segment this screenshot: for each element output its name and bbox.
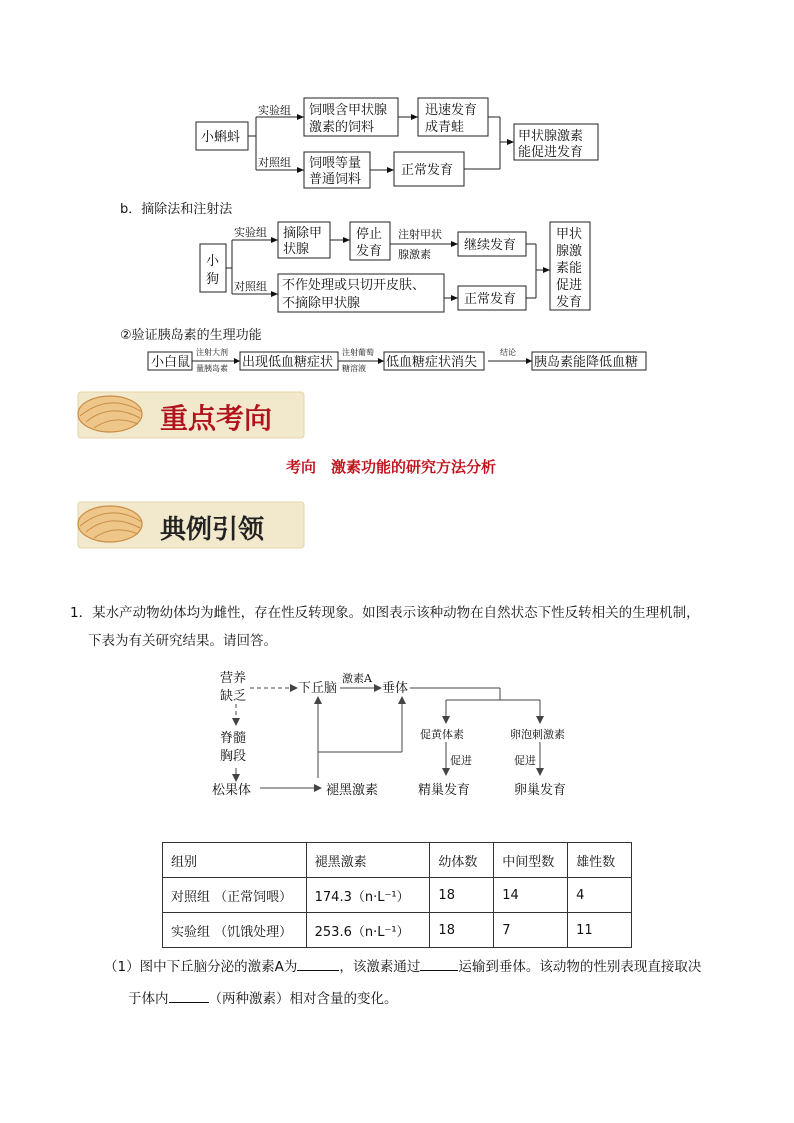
header-juvenile: 幼体数 bbox=[430, 843, 494, 878]
puppy-label-line1: 小 bbox=[206, 254, 220, 269]
header-male: 雄性数 bbox=[568, 843, 632, 878]
answer-blank-1[interactable] bbox=[297, 956, 339, 971]
table-cell: 174.3（n·L⁻¹） bbox=[306, 878, 430, 913]
question-number: 1． bbox=[70, 605, 93, 621]
melatonin: 褪黑激素 bbox=[326, 783, 379, 798]
remove-thyroid-line1: 摘除甲 bbox=[283, 226, 323, 241]
nutrition-line2: 缺乏 bbox=[220, 689, 247, 704]
stop-growth-line2: 发育 bbox=[356, 244, 383, 259]
header-intermediate: 中间型数 bbox=[494, 843, 568, 878]
remove-thyroid-line2: 状腺 bbox=[283, 242, 310, 257]
conclusion-b-5: 发育 bbox=[556, 295, 583, 310]
promote-label-2: 促进 bbox=[514, 754, 536, 767]
table-cell: 14 bbox=[494, 878, 568, 913]
table-row bbox=[163, 913, 632, 948]
results-table bbox=[162, 842, 632, 948]
conclusion-b-1: 甲状 bbox=[556, 227, 583, 242]
spinal-line1: 脊髓 bbox=[220, 731, 247, 746]
conclusion-b-2: 腺激 bbox=[556, 244, 583, 259]
table-cell: 4 bbox=[568, 878, 632, 913]
ovary-development: 卵巢发育 bbox=[514, 783, 567, 798]
answer-blank-2[interactable] bbox=[420, 956, 458, 971]
testis-development: 精巢发育 bbox=[418, 783, 471, 798]
shell-icon bbox=[78, 396, 142, 432]
spinal-line2: 胸段 bbox=[220, 749, 247, 764]
sub1-part1: （1）图中下丘脑分泌的激素A为 bbox=[104, 959, 298, 975]
sub1-part5: （两种激素）相对含量的变化。 bbox=[208, 991, 398, 1007]
exp-group-label: 实验组 bbox=[258, 104, 291, 117]
heading-c: ②验证胰岛素的生理功能 bbox=[120, 328, 262, 343]
answer-blank-3[interactable] bbox=[169, 988, 209, 1003]
sub-question-1 bbox=[104, 956, 764, 978]
table-cell: 实验组 （饥饿处理） bbox=[163, 913, 307, 948]
banner1-text: 重点考向 bbox=[160, 402, 273, 435]
exp-group-label-b: 实验组 bbox=[234, 226, 267, 239]
conclusion-line1: 甲状腺激素 bbox=[518, 129, 584, 144]
table-cell: 11 bbox=[568, 913, 632, 948]
insulin-chain bbox=[0, 344, 794, 374]
ctrl-group-label-b: 对照组 bbox=[234, 280, 267, 293]
table-cell: 253.6（n·L⁻¹） bbox=[306, 913, 430, 948]
insulin-lowers-sugar: 胰岛素能降低血糖 bbox=[534, 355, 639, 370]
conclusion-b-4: 促进 bbox=[556, 278, 583, 293]
heading-b: b．摘除法和注射法 bbox=[120, 202, 233, 217]
sub1-part3: 运输到垂体。该动物的性别表现直接取决 bbox=[458, 959, 702, 975]
ctrl-step1-b-line1: 不作处理或只切开皮肤、 bbox=[282, 278, 426, 293]
puppy-label-line2: 狗 bbox=[206, 272, 220, 287]
banner-typical-example bbox=[70, 494, 310, 554]
inject-insulin-line2: 量胰岛素 bbox=[196, 364, 228, 373]
table-cell: 对照组 （正常饲喂） bbox=[163, 878, 307, 913]
mechanism-diagram bbox=[0, 664, 794, 804]
header-group: 组别 bbox=[163, 843, 307, 878]
banner2-text: 典例引领 bbox=[160, 515, 265, 545]
hypoglycemia: 出现低血糖症状 bbox=[242, 355, 334, 370]
question-text-2: 下表为有关研究结果。请回答。 bbox=[88, 633, 277, 649]
banner-key-direction bbox=[70, 384, 310, 444]
question-1 bbox=[70, 602, 750, 624]
ctrl-step1-line2: 普通饲料 bbox=[309, 172, 362, 187]
ctrl-step1-b-line2: 不摘除甲状腺 bbox=[282, 296, 361, 311]
exp-step1-line1: 饲喂含甲状腺 bbox=[309, 103, 388, 118]
luteinizing-hormone: 促黄体素 bbox=[420, 728, 464, 741]
inject-label-line2: 腺激素 bbox=[398, 248, 431, 261]
inject-glucose-line1: 注射葡萄 bbox=[342, 348, 374, 357]
table-row bbox=[163, 878, 632, 913]
promote-label-1: 促进 bbox=[450, 754, 472, 767]
ctrl-group-label: 对照组 bbox=[258, 156, 291, 169]
ctrl-step1-line1: 饲喂等量 bbox=[309, 156, 362, 171]
ctrl-step2: 正常发育 bbox=[401, 163, 454, 178]
diagram-tadpole bbox=[0, 0, 794, 200]
exp-step2-line2: 成青蛙 bbox=[425, 120, 465, 135]
exp-step2-line1: 迅速发育 bbox=[425, 103, 478, 118]
sub-question-1-cont bbox=[128, 988, 398, 1010]
inject-insulin-line1: 注射大剂 bbox=[196, 348, 228, 357]
conclusion-line2: 能促进发育 bbox=[518, 145, 584, 160]
table-cell: 18 bbox=[430, 913, 494, 948]
hormone-a: 激素A bbox=[342, 672, 372, 685]
conclusion-b-3: 素能 bbox=[556, 261, 583, 276]
header-melatonin: 褪黑激素 bbox=[306, 843, 430, 878]
inject-glucose-line2: 糖溶液 bbox=[342, 364, 366, 373]
nutrition-line1: 营养 bbox=[220, 671, 247, 686]
symptoms-vanish: 低血糖症状消失 bbox=[386, 355, 478, 370]
stop-growth-line1: 停止 bbox=[356, 227, 383, 242]
tadpole-label: 小蝌蚪 bbox=[201, 130, 241, 145]
table-header-row bbox=[163, 843, 632, 878]
question-text-1: 某水产动物幼体均为雌性，存在性反转现象。如图表示该种动物在自然状态下性反转相关的生理机制， bbox=[92, 605, 700, 621]
conclusion-label: 结论 bbox=[500, 348, 516, 357]
pineal-gland: 松果体 bbox=[212, 783, 252, 798]
follicle-stimulating-hormone: 卵泡刺激素 bbox=[510, 728, 565, 741]
table-cell: 7 bbox=[494, 913, 568, 948]
hypothalamus: 下丘脑 bbox=[298, 681, 338, 696]
ctrl-step2-b: 正常发育 bbox=[464, 292, 517, 307]
diagram-puppy bbox=[0, 210, 794, 320]
pituitary: 垂体 bbox=[382, 681, 409, 696]
sub1-part4: 于体内 bbox=[128, 991, 169, 1007]
shell-icon bbox=[78, 506, 142, 542]
white-mouse: 小白鼠 bbox=[151, 355, 191, 370]
exp-step1-line2: 激素的饲料 bbox=[309, 120, 375, 135]
section-title: 考向 激素功能的研究方法分析 bbox=[286, 458, 497, 476]
continue-growth: 继续发育 bbox=[464, 238, 517, 253]
sub1-part2: ，该激素通过 bbox=[339, 959, 421, 975]
table-cell: 18 bbox=[430, 878, 494, 913]
inject-label-line1: 注射甲状 bbox=[398, 228, 442, 241]
